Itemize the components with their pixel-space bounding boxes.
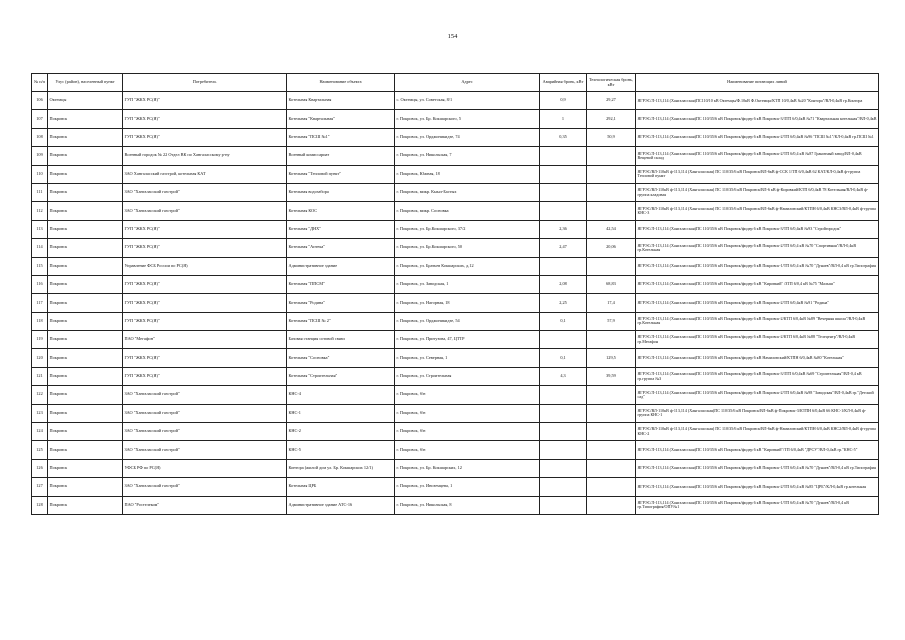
consumer-cell: ЗАО "Хангаласский газстрой" <box>123 441 287 459</box>
emergency-reserve-cell: 1 <box>540 110 587 128</box>
address-cell: г. Покровск, ул. Никольская, 8 <box>395 496 540 514</box>
row-number: 122 <box>32 386 48 404</box>
object-name-cell: КНС-5 <box>287 441 395 459</box>
object-name-cell: Котельная "ППСМ" <box>287 275 395 293</box>
object-name-cell: КНС-2 <box>287 423 395 441</box>
supply-lines-cell: ЯГРЭС/ВЛ-110кВ ф-113,114 (Хангаласская)ПС 110/35/6 кВ Покровск/ВЛ-6кВ ф-Покровск-3/КТПН 6/0,4кВ 66 КНС-1/КЛ-0,4кВ ф-группа КНС-1 <box>636 404 879 422</box>
object-name-cell: Котельная "Тепловой пункт" <box>287 165 395 183</box>
emergency-reserve-cell <box>540 165 587 183</box>
district-cell: Покровск <box>48 275 123 293</box>
header-address: Адрес <box>395 74 540 92</box>
emergency-reserve-cell: 4,3 <box>540 367 587 385</box>
consumer-cell: ПАО "Ростелеком" <box>123 496 287 514</box>
row-number: 121 <box>32 367 48 385</box>
consumer-cell: ЗАО "Хангаласский газстрой" <box>123 404 287 422</box>
consumer-cell: ГУП "ЖКХ РС(Я)" <box>123 275 287 293</box>
object-name-cell: Котельная "Аптека" <box>287 239 395 257</box>
table-row <box>32 294 879 312</box>
technological-reserve-cell: 29,27 <box>587 92 636 110</box>
table-row <box>32 165 879 183</box>
technological-reserve-cell <box>587 478 636 496</box>
object-name-cell: Административное здание <box>287 257 395 275</box>
consumer-cell: ГУП "ЖКХ РС(Я)" <box>123 128 287 146</box>
consumer-cell: ГУП "ЖКХ РС(Я)" <box>123 239 287 257</box>
address-cell: г. Покровск, микр. Сосновка <box>395 202 540 220</box>
table-row <box>32 459 879 477</box>
row-number: 120 <box>32 349 48 367</box>
supply-lines-cell: ЯГРЭС/ВЛ-110кВ ф-113,114 (Хангаласская) ПС 110/35/6 кВ Покровск/ВЛ-6кВ ф-Намиловский/КТПН 6/0,4кВ КНС2/ВЛ-0,4кВ ф-группа КНС-2 <box>636 423 879 441</box>
table-header-row <box>32 74 879 92</box>
supply-lines-cell: ЯГРЭС/Л-113,114 (Хангаласская)ПС 110/35/6 кВ Покровск/фидер 6 кВ Покровск-3/ЗТП 6/0,4кВ №69 "Строительная"/ВЛ-0,4 кВ гр.группа №3 <box>636 367 879 385</box>
row-number: 116 <box>32 275 48 293</box>
address-cell: с. Октемцы, ул. Советская, 8/1 <box>395 92 540 110</box>
technological-reserve-cell <box>587 404 636 422</box>
row-number: 112 <box>32 202 48 220</box>
table-row <box>32 349 879 367</box>
consumer-cell: ГУП "ЖКХ РС(Я)" <box>123 220 287 238</box>
consumer-cell: ЗАО "Хангаласский газстрой" <box>123 386 287 404</box>
district-cell: Покровск <box>48 257 123 275</box>
table-row <box>32 220 879 238</box>
technological-reserve-cell: 50,9 <box>587 128 636 146</box>
supply-lines-cell: ЯГРЭС/Л-113,114 (Хангаласская)ПС 110/35/6 кВ Покровск/фидер 6 кВ Покровск-3/ЗТП 6/0,4кВ №71 "Квартальная котельная"/ВЛ-0,4кВ <box>636 110 879 128</box>
district-cell: Покровск <box>48 183 123 201</box>
address-cell: г. Покровск, ул. Бр. Кокшарского, 5 <box>395 110 540 128</box>
address-cell: г. Покровск, б/н <box>395 404 540 422</box>
row-number: 106 <box>32 92 48 110</box>
header-emergency-reserve: Аварийная бронь, кВт <box>540 74 587 92</box>
emergency-reserve-cell <box>540 147 587 165</box>
object-name-cell: Административное здание АТС-16 <box>287 496 395 514</box>
supply-lines-cell: ЯГРЭС/Л-113,114 (Хангаласская)ПС 110/35/6 кВ Покровск/фидер 6 кВ Покровск-2/ТП 6/0,4 кВ №85 "ЦРБ"/КЛ-0,4кВ гр.котельная <box>636 478 879 496</box>
emergency-reserve-cell: 2,47 <box>540 239 587 257</box>
table-row <box>32 386 879 404</box>
emergency-reserve-cell: 0,1 <box>540 312 587 330</box>
technological-reserve-cell <box>587 459 636 477</box>
consumer-cell: ГУП "ЖКХ РС(Я)" <box>123 294 287 312</box>
emergency-reserve-cell: 0,9 <box>540 92 587 110</box>
consumer-cell: ГУП "ЖКХ РС(Я)" <box>123 312 287 330</box>
header-supply-lines: Наименование питающих линий <box>636 74 879 92</box>
consumer-cell: ГУП "ЖКХ РС(Я)" <box>123 349 287 367</box>
supply-lines-cell: ЯГРЭС/Л-113,114 (Хангаласская)ПС 110/35/6 кВ Покровск/фидер 6 кВ Покровск-1/ТП 6/0,4 кВ №70 "Дунаев"/ВЛ-0,4 кВ гр.Типография <box>636 257 879 275</box>
row-number: 108 <box>32 128 48 146</box>
object-name-cell: Котельная "ДНХ" <box>287 220 395 238</box>
power-reserve-table <box>31 73 879 515</box>
object-name-cell: Котельная водозабора <box>287 183 395 201</box>
district-cell: Покровск <box>48 165 123 183</box>
object-name-cell: Котельная ЦРБ <box>287 478 395 496</box>
object-name-cell: КНС-1 <box>287 404 395 422</box>
table-row <box>32 183 879 201</box>
object-name-cell: Котельная "Родина" <box>287 294 395 312</box>
emergency-reserve-cell: 0,35 <box>540 128 587 146</box>
district-cell: Покровск <box>48 202 123 220</box>
table-row <box>32 257 879 275</box>
address-cell: г. Покровск, Южная, 18 <box>395 165 540 183</box>
technological-reserve-cell <box>587 165 636 183</box>
emergency-reserve-cell <box>540 423 587 441</box>
consumer-cell: ГУП "ЖКХ РС(Я)" <box>123 367 287 385</box>
table-row <box>32 496 879 514</box>
address-cell: г. Покровск, ул. Северная, 1 <box>395 349 540 367</box>
row-number: 115 <box>32 257 48 275</box>
address-cell: г. Покровск, ул. Бр.Кокшарского, 50 <box>395 239 540 257</box>
supply-lines-cell: ЯГРЭС/Л-113,114 (Хангаласская)ПС 110/35/6 кВ Покровск/фидер 6 кВ Покровск-3/ТП 6/0,4кВ №93 "Стройгородок" <box>636 220 879 238</box>
row-number: 110 <box>32 165 48 183</box>
technological-reserve-cell <box>587 496 636 514</box>
emergency-reserve-cell: 0,1 <box>540 349 587 367</box>
technological-reserve-cell: 57,9 <box>587 312 636 330</box>
district-cell: Покровск <box>48 239 123 257</box>
supply-lines-cell: ЯГРЭС/Л-113,114 (Хангаласская)ПС 110/35/6 кВ Покровск/фидер 6 кВ "Кировкий" /ЗТП 6/0,4 кВ №75 "Малыш" <box>636 275 879 293</box>
supply-lines-cell: ЯГРЭС/ВЛ-110кВ ф-113,114 (Хангаласская) ПС 110/35/6 кВ Покровск/ВЛ-6кВ ф-ССК 1/ТП 6/0,4кВ 62 КАТ/КЛ-0,4кВ ф-группа Тепловой пункт <box>636 165 879 183</box>
emergency-reserve-cell <box>540 478 587 496</box>
district-cell: Покровск <box>48 349 123 367</box>
emergency-reserve-cell: 2,08 <box>540 275 587 293</box>
consumer-cell: ГУП "ЖКХ РС(Я)" <box>123 110 287 128</box>
object-name-cell: Котельная "ПСШ № 2" <box>287 312 395 330</box>
technological-reserve-cell: 129,5 <box>587 349 636 367</box>
technological-reserve-cell: 17,4 <box>587 294 636 312</box>
district-cell: Покровск <box>48 220 123 238</box>
district-cell: Покровск <box>48 496 123 514</box>
supply-lines-cell: ЯГРЭС/Л-113,114 (Хангаласская)ПС 110/35/6 кВ Покровск/фидер 6 кВ Покровск-2/КТП 6/0,4кВ №89 "Вечерняя школа"/ВЛ-0,4кВ гр.Котельная <box>636 312 879 330</box>
table-row <box>32 147 879 165</box>
supply-lines-cell: ЯГРЭС/Л-113,114 (Хангаласская)ПС 110/35/6 кВ Покровск/фидер 6 кВ Покровск-2/ТП 6/0,4 кВ №70 "Спортивная"/ВЛ-0,4кВ гр.Котельная <box>636 239 879 257</box>
technological-reserve-cell <box>587 331 636 349</box>
supply-lines-cell: ЯГРЭС/Л-113,114 (Хангаласская)ПС 110/35/6 кВ Покровск/фидер 6 кВ Намиловский/КТПН 6/0,4кВ №80 "Котельная" <box>636 349 879 367</box>
technological-reserve-cell: 20,06 <box>587 239 636 257</box>
table-row <box>32 312 879 330</box>
district-cell: Покровск <box>48 294 123 312</box>
address-cell: г. Покровск, ул. Заводская, 1 <box>395 275 540 293</box>
object-name-cell: Котельная Квартальная <box>287 92 395 110</box>
district-cell: Покровск <box>48 478 123 496</box>
district-cell: Покровск <box>48 128 123 146</box>
row-number: 114 <box>32 239 48 257</box>
row-number: 107 <box>32 110 48 128</box>
row-number: 111 <box>32 183 48 201</box>
row-number: 113 <box>32 220 48 238</box>
address-cell: г. Покровск, ул. Строительная <box>395 367 540 385</box>
supply-lines-cell: ЯГРЭС/ВЛ-110кВ ф-113,114 (Хангаласская) ПС 110/35/6 кВ Покровск/ВЛ-6кВ ф-Намиловский/КТПН 6/0,4кВ КНС3/ВЛ-0,4кВ ф-группа КНС-3 <box>636 202 879 220</box>
address-cell: г. Покровск, микр. Кыыл-Бастых <box>395 183 540 201</box>
address-cell: г. Покровск, ул. Братьев Кокшарских, д.12 <box>395 257 540 275</box>
address-cell: г. Покровск, ул. Никольская, 7 <box>395 147 540 165</box>
object-name-cell: Котельная "Строительная" <box>287 367 395 385</box>
emergency-reserve-cell <box>540 404 587 422</box>
object-name-cell: Котельная "Квартальная" <box>287 110 395 128</box>
emergency-reserve-cell: 2,25 <box>540 294 587 312</box>
district-cell: Покровск <box>48 110 123 128</box>
row-number: 126 <box>32 459 48 477</box>
object-name-cell: Котельная КОС <box>287 202 395 220</box>
table-row <box>32 275 879 293</box>
header-technological-reserve: Технологическая бронь, кВт <box>587 74 636 92</box>
consumer-cell: ПАО "Мегафон" <box>123 331 287 349</box>
supply-lines-cell: ЯГРЭС/Л-113,114 (Хангаласская)ПС 110/35/6 кВ Покровск/фидер 6 кВ Покровск-2/ТП 6/0,4 кВ №87 Гранитный завод/ВЛ-0,4кВ Вещевой склад <box>636 147 879 165</box>
address-cell: г. Покровск, ул. Притузова, 47, ЦТТР <box>395 331 540 349</box>
technological-reserve-cell: 39,59 <box>587 367 636 385</box>
row-number: 125 <box>32 441 48 459</box>
consumer-cell: ЗАО "Хангаласский газстрой" <box>123 423 287 441</box>
row-number: 123 <box>32 404 48 422</box>
supply-lines-cell: ЯГРЭС/ВЛ-110кВ ф-113,114 (Хангаласская) ПС 110/35/6 кВ Покровск/ВЛ-6 кВ ф-Кировкий/КТП 6/0,4кВ 78 Котельная/ВЛ-0,4кВ ф-группа кладовая <box>636 183 879 201</box>
page-number: 154 <box>447 33 458 40</box>
emergency-reserve-cell: 2,36 <box>540 220 587 238</box>
object-name-cell: Базовая станция сотовой связи <box>287 331 395 349</box>
consumer-cell: ЗАО Хангаласский газстрой, котельная КАТ <box>123 165 287 183</box>
table-row <box>32 478 879 496</box>
supply-lines-cell: ЯГРЭС/Л-113,114 (Хангаласская)ПС110/10 кВ Октемцы/Ф.10кВ Ф.Октемцы/КТП 10/0,4кВ №20 "Контора"/ВЛ-0,4кВ гр.Контора <box>636 92 879 110</box>
table-row <box>32 202 879 220</box>
technological-reserve-cell: 292,1 <box>587 110 636 128</box>
row-number: 117 <box>32 294 48 312</box>
table-row <box>32 423 879 441</box>
district-cell: Покровск <box>48 404 123 422</box>
table-row <box>32 110 879 128</box>
emergency-reserve-cell <box>540 459 587 477</box>
object-name-cell: Контора (жилой дом ул. Бр. Кокшарских 12/1) <box>287 459 395 477</box>
emergency-reserve-cell <box>540 331 587 349</box>
address-cell: г. Покровск, ул. Орджоникидзе, 74 <box>395 128 540 146</box>
address-cell: г. Покровск, ул. Нагорная, 18 <box>395 294 540 312</box>
row-number: 109 <box>32 147 48 165</box>
emergency-reserve-cell <box>540 257 587 275</box>
address-cell: г. Покровск, б/н <box>395 441 540 459</box>
table-row <box>32 331 879 349</box>
technological-reserve-cell: 42,54 <box>587 220 636 238</box>
table-row <box>32 92 879 110</box>
emergency-reserve-cell <box>540 441 587 459</box>
supply-lines-cell: ЯГРЭС/Л-113,114 (Хангаласская)ПС 110/35/6 кВ Покровск/фидер 6 кВ Покровск-2/ТП 6/0,4кВ №91 "Родина" <box>636 294 879 312</box>
table-row <box>32 441 879 459</box>
table-row <box>32 367 879 385</box>
emergency-reserve-cell <box>540 386 587 404</box>
row-number: 118 <box>32 312 48 330</box>
address-cell: г. Покровск, ул. Бр.Кокшарского, 37/2 <box>395 220 540 238</box>
technological-reserve-cell <box>587 147 636 165</box>
header-consumer: Потребитель <box>123 74 287 92</box>
consumer-cell: ЗАО "Хангаласский газстрой" <box>123 183 287 201</box>
supply-lines-cell: ЯГРЭС/Л-113,114 (Хангаласская)ПС 110/35/6 кВ Покровск/фидер 6 кВ Покровск-2/ТП 6/0,4кВ №96 "ПСШ №1"/КЛ-0,4кВ гр.ПСШ №1 <box>636 128 879 146</box>
consumer-cell: Военный городок № 22 Отдел ВК по Хангаласскому р-ну <box>123 147 287 165</box>
district-cell: Октемцы <box>48 92 123 110</box>
consumer-cell: ЗАО "Хангаласский газстрой" <box>123 478 287 496</box>
district-cell: Покровск <box>48 331 123 349</box>
object-name-cell: Котельная "ПСШ №1" <box>287 128 395 146</box>
district-cell: Покровск <box>48 367 123 385</box>
address-cell: г. Покровск, б/н <box>395 423 540 441</box>
supply-lines-cell: ЯГРЭС/Л-113,114 (Хангаласская)ПС 110/35/6 кВ Покровск/фидер 6 кВ Покровск-1/ТП 6/0,4 кВ №70 "Дунаев"/ВЛ-0,4 кВ гр.Типография/ОПУ№1 <box>636 496 879 514</box>
district-cell: Покровск <box>48 459 123 477</box>
object-name-cell: Котельная "Сосновка" <box>287 349 395 367</box>
technological-reserve-cell <box>587 257 636 275</box>
supply-lines-cell: ЯГРЭС/Л-113,114 (Хангаласская)ПС 110/35/6 кВ Покровск/фидер 6 кВ "Кировкий"/ТП 6/0,4кВ "ДРСУ"/ВЛ-0,4кВ гр."КНС-5" <box>636 441 879 459</box>
consumer-cell: Управление ФСБ России по РС(Я) <box>123 257 287 275</box>
header-number: № п/п <box>32 74 48 92</box>
emergency-reserve-cell <box>540 183 587 201</box>
emergency-reserve-cell <box>540 202 587 220</box>
technological-reserve-cell: 68,83 <box>587 275 636 293</box>
object-name-cell: Военный комиссариат <box>287 147 395 165</box>
consumer-cell: ГУП "ЖКХ РС(Я)" <box>123 92 287 110</box>
address-cell: г. Покровск, ул. Орджоникидзе, 54 <box>395 312 540 330</box>
table-row <box>32 239 879 257</box>
address-cell: г. Покровск, ул. Бр. Кокшарских, 12 <box>395 459 540 477</box>
supply-lines-cell: ЯГРЭС/Л-113,114 (Хангаласская)ПС 110/35/6 кВ Покровск/фидер 6 кВ Покровск-1/ТП 6/0,4 кВ №70 "Дунаев"/ВЛ-0,4 кВ гр.Типография <box>636 459 879 477</box>
district-cell: Покровск <box>48 386 123 404</box>
technological-reserve-cell <box>587 423 636 441</box>
row-number: 127 <box>32 478 48 496</box>
consumer-cell: ЗАО "Хангаласский газстрой" <box>123 202 287 220</box>
technological-reserve-cell <box>587 441 636 459</box>
technological-reserve-cell <box>587 202 636 220</box>
district-cell: Покровск <box>48 423 123 441</box>
header-object-name: Наименование объекта <box>287 74 395 92</box>
address-cell: г. Покровск, ул. Иноземцева, 1 <box>395 478 540 496</box>
row-number: 119 <box>32 331 48 349</box>
header-district: Улус (район), населенный пункт <box>48 74 123 92</box>
technological-reserve-cell <box>587 183 636 201</box>
row-number: 124 <box>32 423 48 441</box>
table-row <box>32 128 879 146</box>
supply-lines-cell: ЯГРЭС/Л-113,114 (Хангаласская)ПС 110/35/6 кВ Покровск/фидер 6 кВ Покровск-2/ТП 6/0,4кВ №98 "Заводская"/ВЛ-0,4кВ гр."Детский сад" <box>636 386 879 404</box>
district-cell: Покровск <box>48 147 123 165</box>
table-row <box>32 404 879 422</box>
supply-lines-cell: ЯГРЭС/Л-113,114 (Хангаласская)ПС 110/35/6 кВ Покровск/фидер 6 кВ Покровск-2/КТП 6/0,4кВ №88 "Телецентр"/ВЛ-0,4кВ гр.Мегафон <box>636 331 879 349</box>
address-cell: г. Покровск, б/н <box>395 386 540 404</box>
consumer-cell: УФСБ РФ по РС(Я) <box>123 459 287 477</box>
technological-reserve-cell <box>587 386 636 404</box>
district-cell: Покровск <box>48 441 123 459</box>
row-number: 128 <box>32 496 48 514</box>
district-cell: Покровск <box>48 312 123 330</box>
object-name-cell: КНС-4 <box>287 386 395 404</box>
emergency-reserve-cell <box>540 496 587 514</box>
